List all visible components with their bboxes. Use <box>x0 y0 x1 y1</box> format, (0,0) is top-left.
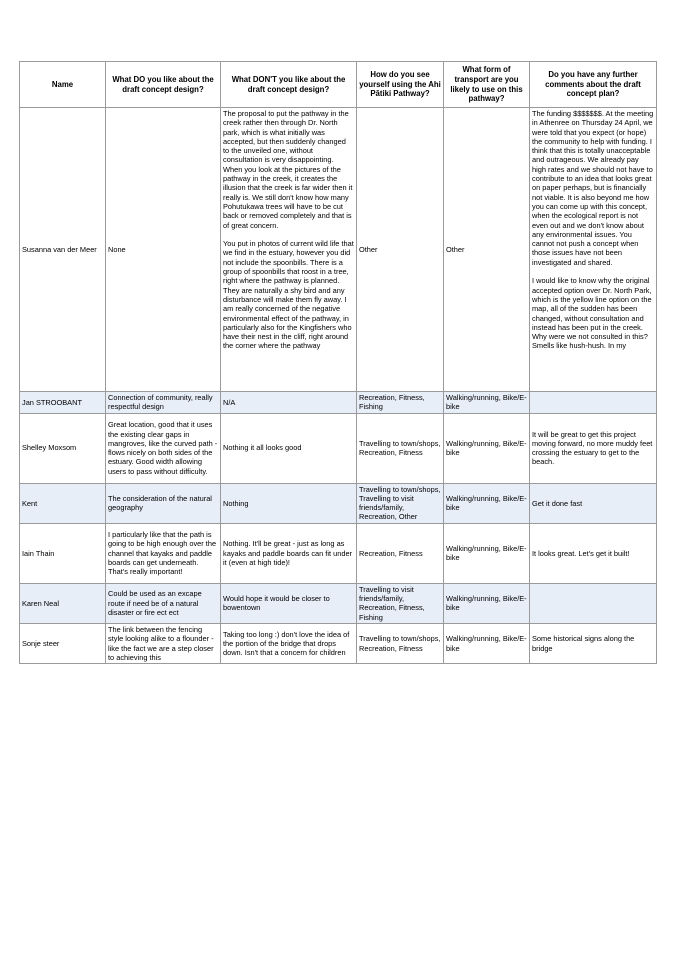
header-transport: What form of transport are you likely to use on this pathway? <box>444 62 530 108</box>
cell-dislikes: Nothing it all looks good <box>221 413 357 483</box>
header-usage: How do you see yourself using the Ahi Pātiki Pathway? <box>357 62 444 108</box>
cell-likes: Could be used as an excape route if need be of a natural disaster or fire ect ect <box>106 583 221 623</box>
header-comments: Do you have any further comments about the draft concept plan? <box>530 62 657 108</box>
table-row <box>20 523 657 583</box>
cell-transport: Walking/running, Bike/E-bike <box>444 583 530 623</box>
cell-comments: Some historical signs along the bridge <box>530 623 657 663</box>
cell-transport: Walking/running, Bike/E-bike <box>444 392 530 414</box>
cell-comments <box>530 108 657 392</box>
cell-name: Jan STROOBANT <box>20 392 106 414</box>
cell-dislikes: Nothing <box>221 483 357 523</box>
cell-usage: Recreation, Fitness <box>357 523 444 583</box>
header-dislikes: What DON'T you like about the draft concept design? <box>221 62 357 108</box>
cell-dislikes: Would hope it would be closer to bowentown <box>221 583 357 623</box>
cell-transport: Walking/running, Bike/E-bike <box>444 413 530 483</box>
cell-name: Sonje steer <box>20 623 106 663</box>
cell-name: Shelley Moxsom <box>20 413 106 483</box>
cell-usage: Travelling to town/shops, Recreation, Fitness <box>357 623 444 663</box>
cell-comments: Get it done fast <box>530 483 657 523</box>
header-likes: What DO you like about the draft concept design? <box>106 62 221 108</box>
cell-dislikes <box>221 108 357 392</box>
table-row <box>20 108 657 392</box>
cell-dislikes: Nothing. It'll be great - just as long as kayaks and paddle boards can fit under it (even at high tide)! <box>221 523 357 583</box>
cell-comments <box>530 583 657 623</box>
cell-likes: The link between the fencing style looking alike to a flounder - like the fact we are a step closer to achieving this <box>106 623 221 663</box>
cell-dislikes: N/A <box>221 392 357 414</box>
cell-usage: Other <box>357 108 444 392</box>
table-row <box>20 413 657 483</box>
cell-likes: None <box>106 108 221 392</box>
cell-name: Karen Neal <box>20 583 106 623</box>
table-row <box>20 623 657 663</box>
cell-likes: The consideration of the natural geography <box>106 483 221 523</box>
cell-comments: It looks great. Let's get it built! <box>530 523 657 583</box>
table-row <box>20 583 657 623</box>
cell-usage: Travelling to town/shops, Recreation, Fitness <box>357 413 444 483</box>
table-row <box>20 483 657 523</box>
cell-likes: Connection of community, really respectful design <box>106 392 221 414</box>
cell-usage: Recreation, Fitness, Fishing <box>357 392 444 414</box>
cell-dislikes-text: The proposal to put the pathway in the creek rather then through Dr. North park, which is what initially was accepted, but then suddenly changed to the unveiled one, without consultation is very disappointing. When you look at the pictures of the pathway in the creek, it creates the illusion that the creek is far wider then it really is. We still don't know how many Pohutukawa trees will have to be cut back or removed completely and that is of great concern. You put in photos of current wild life that we find in the estuary, however you did not include the spoonbills. There is a group of spoonbills that roost in a tree, right where the pathway is planned. They are naturally a shy bird and any disturbance will make them fly away. I am really concerned of the negative environmental effect of the pathway, in particularly also for the Kingfishers who have their nest in the cliff, right around the corner where the pathway <box>223 109 354 351</box>
cell-usage: Travelling to town/shops, Travelling to visit friends/family, Recreation, Other <box>357 483 444 523</box>
cell-name: Iain Thain <box>20 523 106 583</box>
cell-comments-text: The funding $$$$$$$. At the meeting in Athenree on Thursday 24 April, we were told that you expect (or hope) the community to help with funding. I think that this is totally unacceptable and outrageous. We already pay high rates and we should not have to contribute to an idea that looks great on paper perhaps, but is financially not viable. It is also beyond me how you can come up with this concept, when the ecological report is not even out and we don't know about any environmental issues. You cannot not push a concept when those issues have not been investigated and shared. I would like to know why the original accepted option over Dr. North Park, which is the yellow line option on the map, all of the sudden has been changed, without consultation and instead has been put in the creek. Why were we not consulted in this? Smells like hush-hush. In my <box>532 109 654 351</box>
cell-likes: Great location, good that it uses the existing clear gaps in mangroves, like the curved path - flows nicely on both sides of the estuary. Good width allowing users to pass without difficulty. <box>106 413 221 483</box>
cell-comments: It will be great to get this project moving forward, no more muddy feet crossing the estuary to get to the beach. <box>530 413 657 483</box>
cell-usage: Travelling to visit friends/family, Recreation, Fitness, Fishing <box>357 583 444 623</box>
cell-transport: Walking/running, Bike/E-bike <box>444 483 530 523</box>
header-row <box>20 62 657 108</box>
feedback-table <box>19 61 657 664</box>
cell-name: Susanna van der Meer <box>20 108 106 392</box>
cell-transport: Walking/running, Bike/E-bike <box>444 523 530 583</box>
cell-transport: Other <box>444 108 530 392</box>
header-name: Name <box>20 62 106 108</box>
cell-likes: I particularly like that the path is going to be high enough over the channel that kayaks and paddle boards can get underneath. That's really important! <box>106 523 221 583</box>
cell-dislikes: Taking too long :) don't love the idea of the portion of the bridge that drops down. Isn't that a concern for children <box>221 623 357 663</box>
cell-name: Kent <box>20 483 106 523</box>
table-row <box>20 392 657 414</box>
cell-comments <box>530 392 657 414</box>
cell-transport: Walking/running, Bike/E-bike <box>444 623 530 663</box>
